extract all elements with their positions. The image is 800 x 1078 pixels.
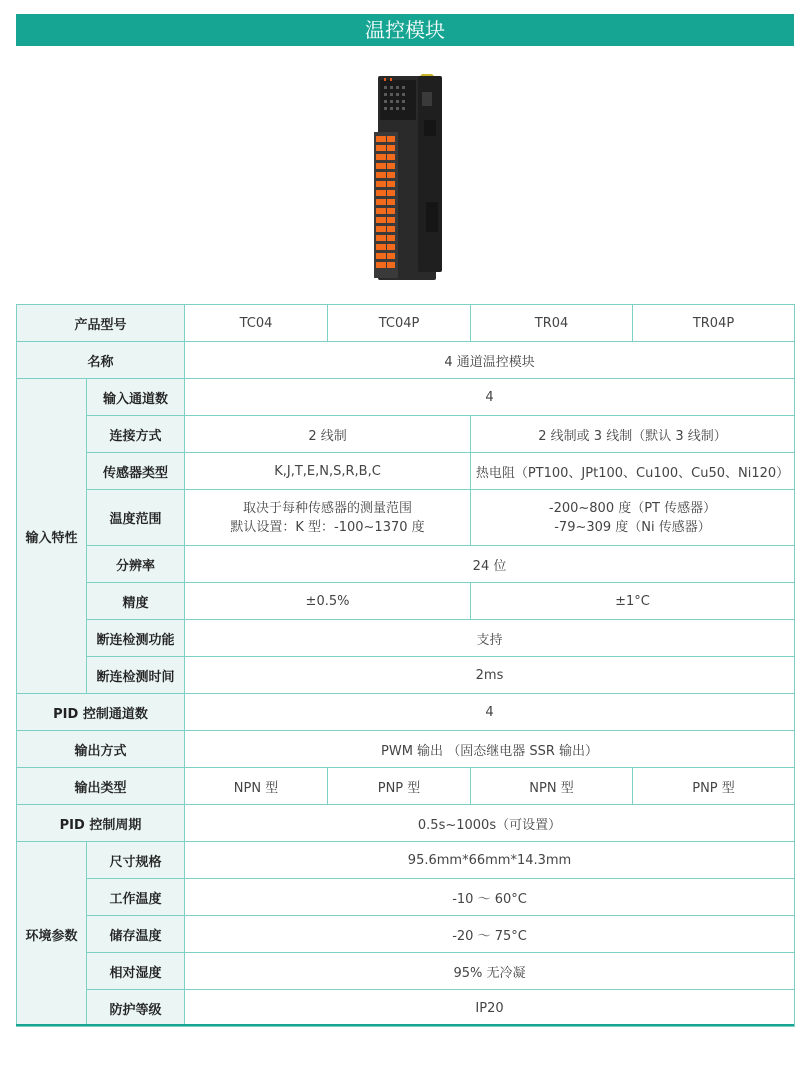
product-image xyxy=(360,72,450,284)
range-tr-line-2: -79~309 度（Ni 传感器） xyxy=(554,519,711,535)
output-type-tc04p: PNP 型 xyxy=(328,768,471,805)
table-row xyxy=(17,305,795,342)
table-row xyxy=(17,916,795,953)
table-row xyxy=(17,453,795,490)
sensor-tr: 热电阻（PT100、JPt100、Cu100、Cu50、Ni120） xyxy=(471,453,795,490)
bottom-divider xyxy=(16,1024,794,1026)
table-row xyxy=(17,879,795,916)
pid-channels-label: PID 控制通道数 xyxy=(17,694,185,731)
connection-tc: 2 线制 xyxy=(185,416,471,453)
model-tr04p: TR04P xyxy=(633,305,795,342)
channels-value: 4 xyxy=(185,379,795,416)
range-tc xyxy=(185,490,471,546)
range-tr-line-1: -200~800 度（PT 传感器） xyxy=(548,500,717,516)
work-temp-label: 工作温度 xyxy=(87,879,185,916)
table-row xyxy=(17,583,795,620)
storage-temp-value: -20 ～ 75°C xyxy=(185,916,795,953)
input-group-label: 输入特性 xyxy=(17,379,87,694)
table-row xyxy=(17,731,795,768)
model-tc04: TC04 xyxy=(185,305,328,342)
accuracy-tr: ±1°C xyxy=(471,583,795,620)
pid-period-label: PID 控制周期 xyxy=(17,805,185,842)
storage-temp-label: 储存温度 xyxy=(87,916,185,953)
table-row xyxy=(17,657,795,694)
work-temp-value: -10 ～ 60°C xyxy=(185,879,795,916)
env-group-label: 环境参数 xyxy=(17,842,87,1027)
table-row xyxy=(17,546,795,583)
humidity-value: 95% 无冷凝 xyxy=(185,953,795,990)
range-tr xyxy=(471,490,795,546)
table-row xyxy=(17,953,795,990)
output-type-tc04: NPN 型 xyxy=(185,768,328,805)
model-label: 产品型号 xyxy=(17,305,185,342)
break-time-label: 断连检测时间 xyxy=(87,657,185,694)
break-detect-value: 支持 xyxy=(185,620,795,657)
range-tc-line-1: 取决于每种传感器的测量范围 xyxy=(243,500,413,516)
range-label: 温度范围 xyxy=(87,490,185,546)
table-row xyxy=(17,342,795,379)
size-label: 尺寸规格 xyxy=(87,842,185,879)
table-row xyxy=(17,490,795,546)
name-value: 4 通道温控模块 xyxy=(185,342,795,379)
model-tc04p: TC04P xyxy=(328,305,471,342)
size-value: 95.6mm*66mm*14.3mm xyxy=(185,842,795,879)
channels-label: 输入通道数 xyxy=(87,379,185,416)
connection-tr: 2 线制或 3 线制（默认 3 线制） xyxy=(471,416,795,453)
protection-label: 防护等级 xyxy=(87,990,185,1027)
range-tc-line-2: 默认设置：K 型：-100~1370 度 xyxy=(230,519,425,535)
spec-table xyxy=(16,304,795,1027)
output-type-label: 输出类型 xyxy=(17,768,185,805)
resolution-label: 分辨率 xyxy=(87,546,185,583)
sensor-label: 传感器类型 xyxy=(87,453,185,490)
table-row xyxy=(17,379,795,416)
name-label: 名称 xyxy=(17,342,185,379)
break-detect-label: 断连检测功能 xyxy=(87,620,185,657)
accuracy-label: 精度 xyxy=(87,583,185,620)
table-row xyxy=(17,842,795,879)
output-mode-value: PWM 输出 （固态继电器 SSR 输出） xyxy=(185,731,795,768)
protection-value: IP20 xyxy=(185,990,795,1027)
table-row xyxy=(17,416,795,453)
pid-period-value: 0.5s~1000s（可设置） xyxy=(185,805,795,842)
accuracy-tc: ±0.5% xyxy=(185,583,471,620)
table-row xyxy=(17,768,795,805)
table-row xyxy=(17,805,795,842)
page-title: 温控模块 xyxy=(16,14,794,46)
humidity-label: 相对湿度 xyxy=(87,953,185,990)
sensor-tc: K,J,T,E,N,S,R,B,C xyxy=(185,453,471,490)
connection-label: 连接方式 xyxy=(87,416,185,453)
pid-channels-value: 4 xyxy=(185,694,795,731)
output-type-tr04: NPN 型 xyxy=(471,768,633,805)
table-row xyxy=(17,694,795,731)
model-tr04: TR04 xyxy=(471,305,633,342)
break-time-value: 2ms xyxy=(185,657,795,694)
output-mode-label: 输出方式 xyxy=(17,731,185,768)
resolution-value: 24 位 xyxy=(185,546,795,583)
table-row xyxy=(17,990,795,1027)
output-type-tr04p: PNP 型 xyxy=(633,768,795,805)
table-row xyxy=(17,620,795,657)
